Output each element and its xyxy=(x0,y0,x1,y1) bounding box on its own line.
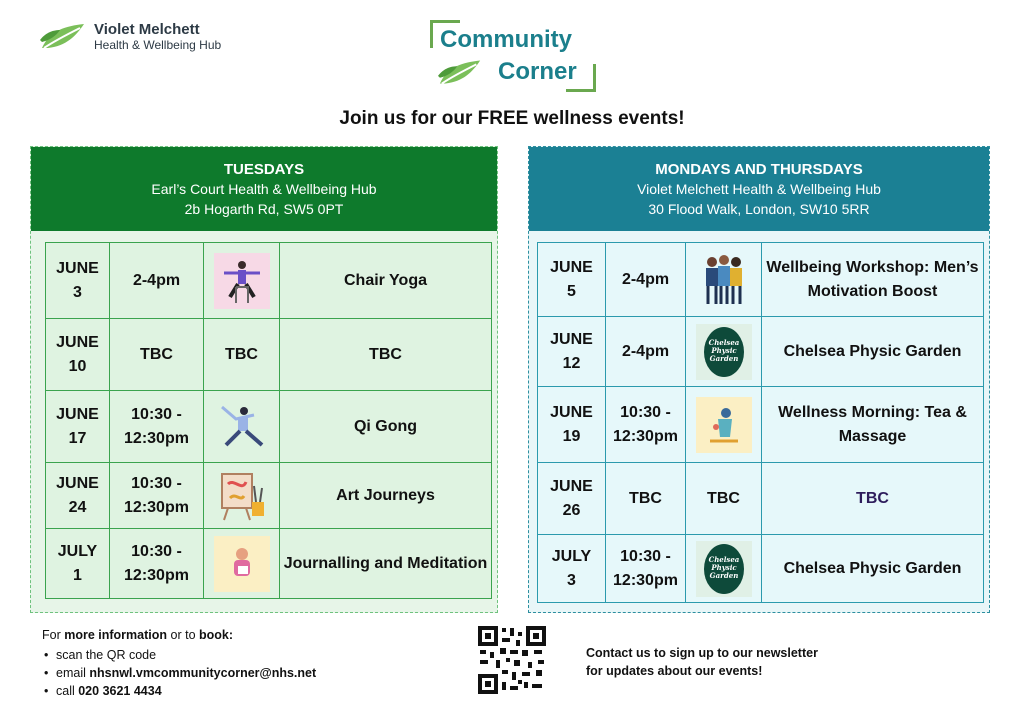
svg-text:Chelsea: Chelsea xyxy=(708,554,739,564)
tuesdays-schedule-table xyxy=(45,242,492,599)
time-cell: 2-4pm xyxy=(110,243,204,319)
svg-text:Garden: Garden xyxy=(709,570,738,580)
time-cell: 10:30 - 12:30pm xyxy=(110,463,204,529)
info-intro: For more information or to book: xyxy=(42,628,234,642)
svg-text:Garden: Garden xyxy=(709,353,738,363)
brand-subtitle: Health & Wellbeing Hub xyxy=(94,38,222,52)
leaf-icon xyxy=(40,22,88,52)
panel-address: 2b Hogarth Rd, SW5 0PT xyxy=(184,201,344,217)
tuesdays-header xyxy=(31,147,497,231)
date-cell: JULY 3 xyxy=(538,535,606,603)
time-cell: 10:30 - 12:30pm xyxy=(606,387,686,463)
phone-number[interactable]: 020 3621 4434 xyxy=(78,684,162,698)
panel-venue: Earl’s Court Health & Wellbeing Hub xyxy=(151,181,377,197)
community-corner-logo xyxy=(430,20,596,92)
date-cell: JUNE 24 xyxy=(46,463,110,529)
table-row xyxy=(46,319,492,391)
svg-text:Chelsea: Chelsea xyxy=(708,337,739,347)
time-cell: 2-4pm xyxy=(606,317,686,387)
newsletter-contact: Contact us to sign up to our newsletter for updates about our events! xyxy=(586,646,818,678)
date-cell: JUNE 10 xyxy=(46,319,110,391)
qr-code-icon[interactable] xyxy=(476,624,548,696)
time-cell: 2-4pm xyxy=(606,243,686,317)
page-headline: Join us for our FREE wellness events! xyxy=(339,108,685,129)
list-item: • scan the QR code xyxy=(42,646,316,664)
table-row xyxy=(538,387,984,463)
activity-cell: TBC xyxy=(280,319,492,391)
image-cell xyxy=(686,317,762,387)
image-cell xyxy=(686,387,762,463)
brand-logo xyxy=(40,22,221,52)
list-item: • email nhsnwl.vmcommunitycorner@nhs.net xyxy=(42,664,316,682)
table-row xyxy=(538,463,984,535)
activity-cell: Wellness Morning: Tea & Massage xyxy=(762,387,984,463)
activity-cell: Wellbeing Workshop: Men’s Motivation Boost xyxy=(762,243,984,317)
chelsea-physic-garden-logo xyxy=(696,324,752,380)
logo-word-1: Community xyxy=(440,26,572,53)
image-cell xyxy=(204,529,280,599)
date-cell: JULY 1 xyxy=(46,529,110,599)
activity-cell: Qi Gong xyxy=(280,391,492,463)
chelsea-physic-garden-logo xyxy=(696,541,752,597)
logo-word-2: Corner xyxy=(498,58,577,85)
table-row xyxy=(46,243,492,319)
time-cell: 10:30 - 12:30pm xyxy=(110,391,204,463)
panel-venue: Violet Melchett Health & Wellbeing Hub xyxy=(637,181,881,197)
date-cell: JUNE 5 xyxy=(538,243,606,317)
activity-cell: Chair Yoga xyxy=(280,243,492,319)
leaf-icon xyxy=(438,58,484,88)
table-row xyxy=(46,391,492,463)
list-item: • call 020 3621 4434 xyxy=(42,682,316,700)
time-cell: 10:30 - 12:30pm xyxy=(606,535,686,603)
panel-address: 30 Flood Walk, London, SW10 5RR xyxy=(648,201,870,217)
image-cell: TBC xyxy=(686,463,762,535)
men-group-illustration xyxy=(696,252,752,308)
brand-name: Violet Melchett xyxy=(94,21,200,38)
image-cell xyxy=(686,535,762,603)
tuesdays-panel xyxy=(30,146,498,613)
time-cell: TBC xyxy=(110,319,204,391)
activity-cell: Journalling and Meditation xyxy=(280,529,492,599)
art-easel-illustration xyxy=(214,468,270,524)
date-cell: JUNE 12 xyxy=(538,317,606,387)
table-row xyxy=(538,535,984,603)
panel-title: MONDAYS AND THURSDAYS xyxy=(655,161,863,178)
table-row xyxy=(46,529,492,599)
mondays-thursdays-panel xyxy=(528,146,990,613)
activity-cell: TBC xyxy=(762,463,984,535)
info-list xyxy=(42,646,316,700)
date-cell: JUNE 3 xyxy=(46,243,110,319)
activity-cell: Art Journeys xyxy=(280,463,492,529)
svg-text:Physic: Physic xyxy=(710,345,737,355)
svg-text:Physic: Physic xyxy=(710,562,737,572)
table-row xyxy=(46,463,492,529)
chair-yoga-illustration xyxy=(214,253,270,309)
image-cell: TBC xyxy=(204,319,280,391)
date-cell: JUNE 19 xyxy=(538,387,606,463)
massage-illustration xyxy=(696,397,752,453)
email-link[interactable]: nhsnwl.vmcommunitycorner@nhs.net xyxy=(89,666,317,680)
table-row xyxy=(538,317,984,387)
date-cell: JUNE 17 xyxy=(46,391,110,463)
time-cell: TBC xyxy=(606,463,686,535)
journalling-illustration xyxy=(214,536,270,592)
time-cell: 10:30 - 12:30pm xyxy=(110,529,204,599)
image-cell xyxy=(204,243,280,319)
activity-cell: Chelsea Physic Garden xyxy=(762,317,984,387)
image-cell xyxy=(204,463,280,529)
mondays-thursdays-header xyxy=(529,147,989,231)
image-cell xyxy=(686,243,762,317)
table-row xyxy=(538,243,984,317)
panel-title: TUESDAYS xyxy=(223,161,305,178)
date-cell: JUNE 26 xyxy=(538,463,606,535)
mondays-thursdays-schedule-table xyxy=(537,242,984,603)
qi-gong-illustration xyxy=(214,399,270,455)
activity-cell: Chelsea Physic Garden xyxy=(762,535,984,603)
info-section xyxy=(42,626,316,700)
image-cell xyxy=(204,391,280,463)
